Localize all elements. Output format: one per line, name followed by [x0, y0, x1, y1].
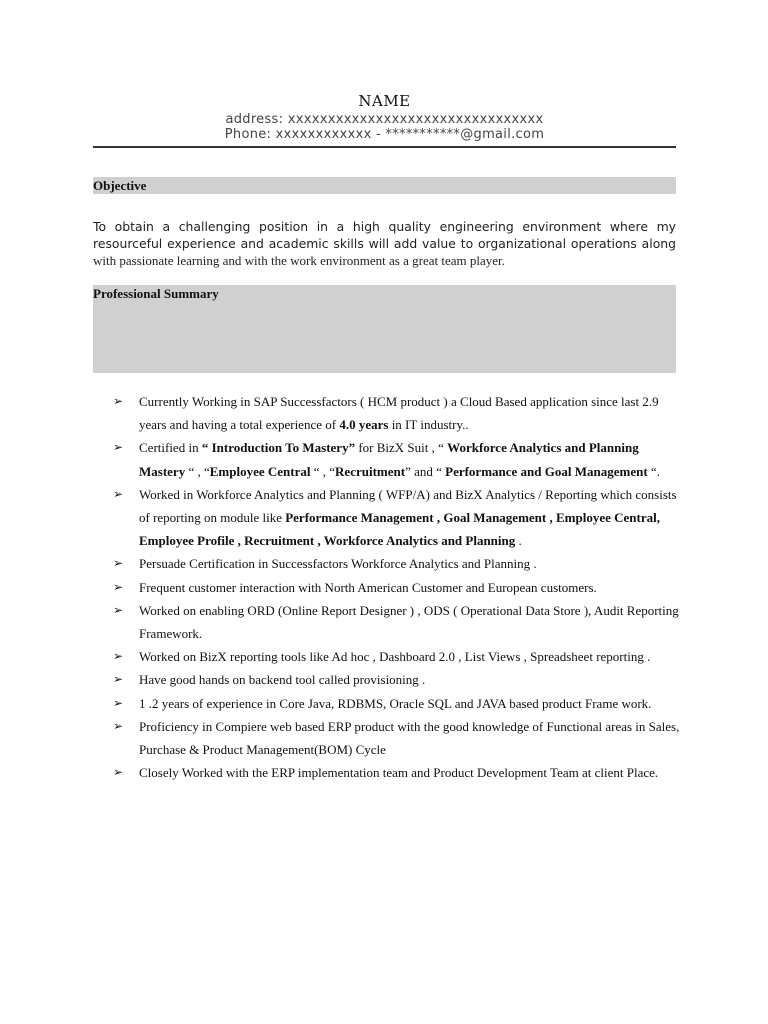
arrow-bullet-icon: ➢ — [113, 486, 124, 501]
summary-list — [113, 390, 683, 784]
objective-line-3: with passionate learning and with the work environment as a great team player. — [93, 253, 505, 268]
list-item: ➢ Have good hands on backend tool called provisioning . — [113, 668, 683, 691]
arrow-bullet-icon: ➢ — [113, 602, 124, 617]
list-item: ➢ Currently Working in SAP Successfactors ( HCM product ) a Cloud Based application since last 2.9 years and having a total experience of 4.0 years in IT industry.. — [113, 390, 683, 436]
list-item: ➢ Proficiency in Compiere web based ERP product with the good knowledge of Functional areas in Sales, Purchase & Product Management(BOM) Cycle — [113, 715, 683, 761]
list-item: ➢ Frequent customer interaction with North American Customer and European customers. — [113, 576, 683, 599]
arrow-bullet-icon: ➢ — [113, 579, 124, 594]
arrow-bullet-icon: ➢ — [113, 394, 124, 408]
arrow-bullet-icon: ➢ — [113, 649, 124, 664]
list-item: ➢ Worked on enabling ORD (Online Report Designer ) , ODS ( Operational Data Store ), Audit Reporting Framework. — [113, 599, 683, 645]
objective-line-1: To obtain a challenging position in a high quality engineering environment where my — [93, 219, 676, 234]
objective-heading: Objective — [93, 177, 676, 194]
phone-line: Phone: xxxxxxxxxxxx - ***********@gmail.com — [224, 127, 545, 142]
arrow-bullet-icon: ➢ — [113, 440, 124, 455]
list-item: ➢ Certified in “ Introduction To Mastery” for BizX Suit , “ Workforce Analytics and Planning Mastery “ , “Employee Central “ , “Recruitment” and “ Performance and Goal Management “. — [113, 436, 683, 482]
header-divider — [93, 146, 676, 148]
list-item: ➢ Worked in Workforce Analytics and Planning ( WFP/A) and BizX Analytics / Reporting which consists of reporting on module like Performance Management , Goal Management , Employee Central, Employee Profile , Recruitment , Workforce Analytics and Planning . — [113, 483, 683, 553]
arrow-bullet-icon: ➢ — [113, 718, 124, 733]
arrow-bullet-icon: ➢ — [113, 556, 124, 571]
candidate-name: NAME — [358, 92, 411, 110]
address-line: address: xxxxxxxxxxxxxxxxxxxxxxxxxxxxxxxx — [225, 112, 544, 127]
professional-summary-heading: Professional Summary — [93, 285, 676, 373]
objective-line-2: resourceful experience and academic skills will add value to organizational operations along — [93, 236, 676, 251]
arrow-bullet-icon: ➢ — [113, 695, 124, 710]
arrow-bullet-icon: ➢ — [113, 672, 124, 687]
arrow-bullet-icon: ➢ — [113, 765, 124, 780]
list-item: ➢ Closely Worked with the ERP implementation team and Product Development Team at client Place. — [113, 761, 683, 784]
objective-text — [93, 218, 676, 269]
list-item: ➢ 1 .2 years of experience in Core Java, RDBMS, Oracle SQL and JAVA based product Frame work. — [113, 692, 683, 715]
list-item: ➢ Worked on BizX reporting tools like Ad hoc , Dashboard 2.0 , List Views , Spreadsheet reporting . — [113, 645, 683, 668]
list-item: ➢ Persuade Certification in Successfactors Workforce Analytics and Planning . — [113, 552, 683, 575]
